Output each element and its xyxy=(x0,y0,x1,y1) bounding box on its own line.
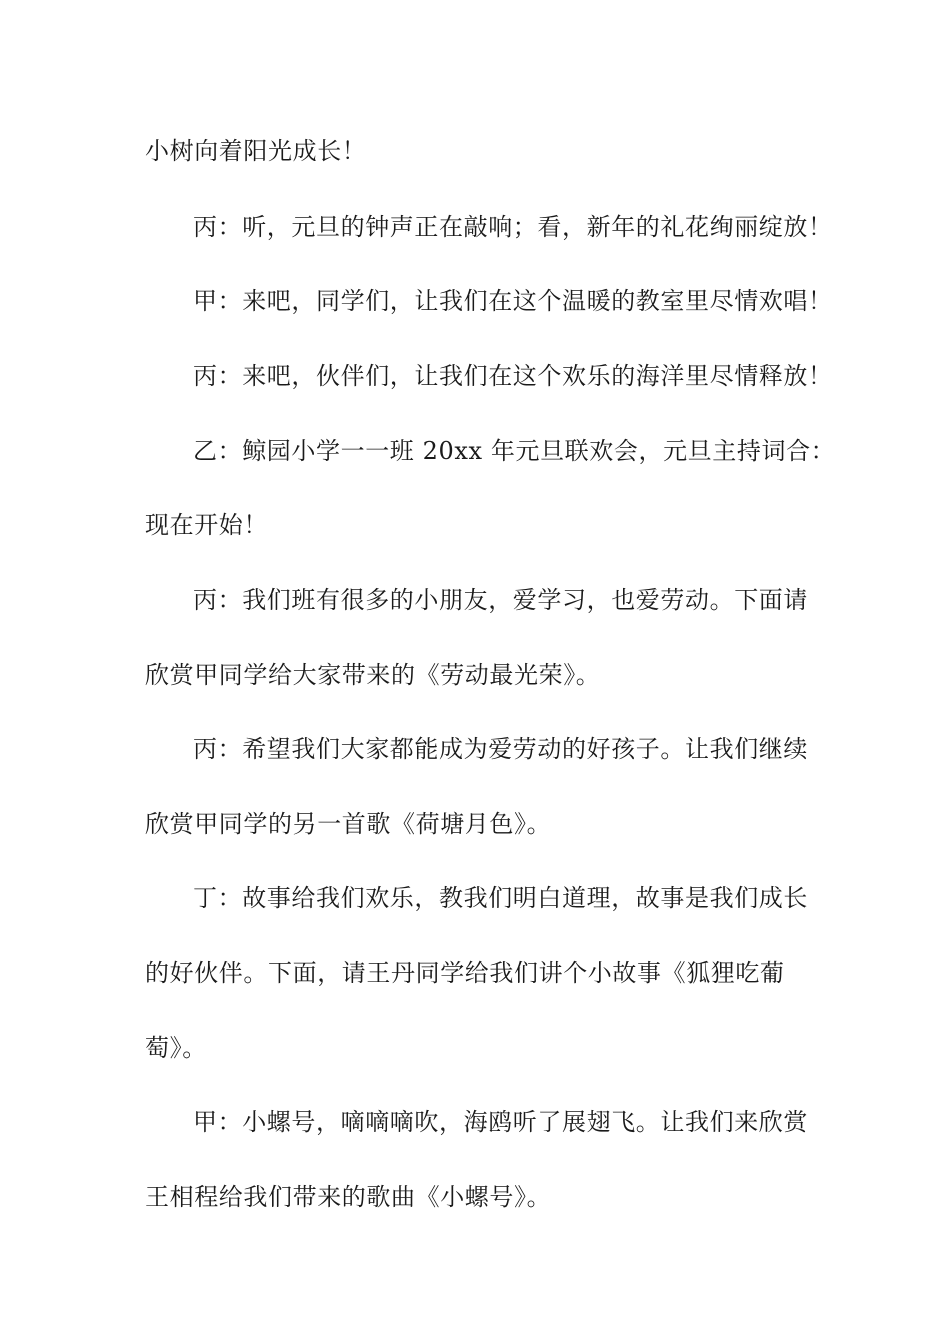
text-line: 丙：来吧，伙伴们，让我们在这个欢乐的海洋里尽情释放！ xyxy=(193,362,833,390)
text-line: 丁：故事给我们欢乐，教我们明白道理，故事是我们成长 xyxy=(193,884,808,912)
text-line: 欣赏甲同学的另一首歌《荷塘月色》。 xyxy=(145,810,552,838)
text-line: 丙：希望我们大家都能成为爱劳动的好孩子。让我们继续 xyxy=(193,735,808,763)
text-line: 王相程给我们带来的歌曲《小螺号》。 xyxy=(145,1183,552,1211)
text-line: 欣赏甲同学给大家带来的《劳动最光荣》。 xyxy=(145,661,601,689)
text-line: 小树向着阳光成长！ xyxy=(145,137,367,165)
text-line: 现在开始！ xyxy=(145,511,268,539)
text-line: 丙：听，元旦的钟声正在敲响；看，新年的礼花绚丽绽放！ xyxy=(193,213,833,241)
text-line: 甲：小螺号，嘀嘀嘀吹，海鸥听了展翅飞。让我们来欣赏 xyxy=(193,1108,808,1136)
text-line: 丙：我们班有很多的小朋友，爱学习，也爱劳动。下面请 xyxy=(193,586,808,614)
text-line: 萄》。 xyxy=(145,1034,207,1062)
text-line: 的好伙伴。下面，请王丹同学给我们讲个小故事《狐狸吃葡 xyxy=(145,959,785,987)
text-line: 乙：鲸园小学一一班 20xx 年元旦联欢会，元旦主持词合： xyxy=(193,437,836,465)
text-line: 甲：来吧，同学们，让我们在这个温暖的教室里尽情欢唱！ xyxy=(193,287,833,315)
